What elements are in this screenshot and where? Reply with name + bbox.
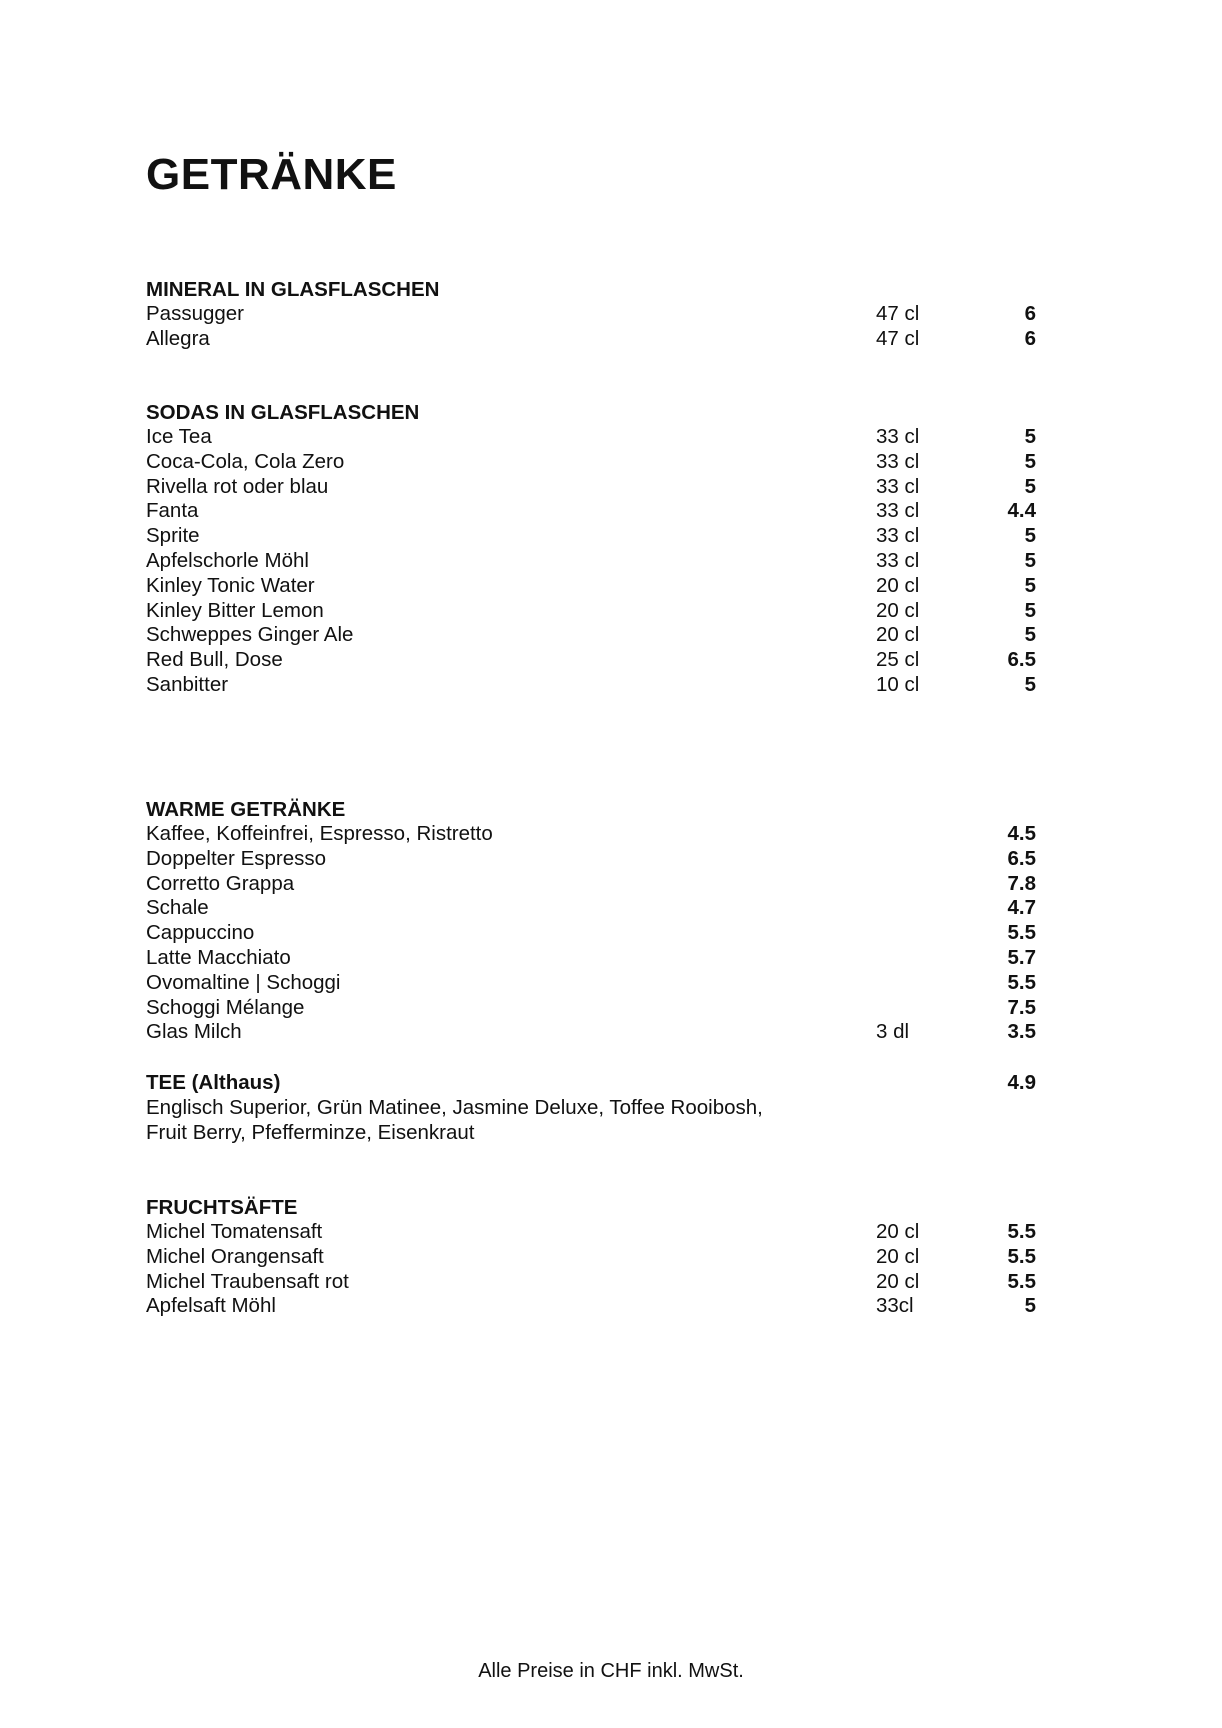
item-name: Michel Orangensaft bbox=[146, 1244, 324, 1268]
item-price: 3.5 bbox=[1007, 1020, 1036, 1044]
item-price: 5 bbox=[1024, 672, 1036, 696]
item-volume: 20 cl bbox=[876, 623, 920, 647]
item-volume: 20 cl bbox=[876, 573, 920, 597]
item-name: Michel Traubensaft rot bbox=[146, 1269, 349, 1293]
item-volume: 33 cl bbox=[876, 548, 920, 572]
item-volume: 33 cl bbox=[876, 425, 920, 448]
section-sodas bbox=[146, 400, 1036, 698]
item-name: Corretto Grappa bbox=[146, 871, 295, 895]
item-name: Apfelschorle Möhl bbox=[146, 548, 309, 572]
item-volume: 47 cl bbox=[876, 326, 920, 350]
item-name: Sanbitter bbox=[146, 672, 229, 696]
item-name: Passugger bbox=[146, 302, 245, 325]
item-price: 6.5 bbox=[1007, 846, 1036, 870]
section-heading: WARME GETRÄNKE bbox=[146, 798, 346, 821]
menu-item bbox=[146, 574, 1036, 599]
item-name: Coca-Cola, Cola Zero bbox=[146, 449, 345, 473]
item-price: 7.8 bbox=[1007, 871, 1036, 895]
menu-item bbox=[146, 302, 1036, 327]
item-name: Schweppes Ginger Ale bbox=[146, 623, 354, 647]
item-volume: 20 cl bbox=[876, 1220, 920, 1243]
item-volume: 10 cl bbox=[876, 672, 920, 696]
menu-item bbox=[146, 1020, 1036, 1045]
menu-item bbox=[146, 946, 1036, 971]
item-price: 5 bbox=[1024, 623, 1036, 647]
item-volume: 25 cl bbox=[876, 648, 920, 672]
item-volume: 33 cl bbox=[876, 524, 920, 548]
tea-varieties-line: Fruit Berry, Pfefferminze, Eisenkraut bbox=[146, 1120, 475, 1144]
item-price: 6 bbox=[1024, 326, 1036, 350]
item-name: Ovomaltine | Schoggi bbox=[146, 970, 341, 994]
item-price: 5 bbox=[1024, 425, 1036, 448]
item-price: 6.5 bbox=[1007, 648, 1036, 672]
item-price: 5 bbox=[1024, 573, 1036, 597]
tea-heading-row bbox=[146, 1071, 1036, 1096]
menu-item bbox=[146, 648, 1036, 673]
item-price: 5 bbox=[1024, 1294, 1036, 1318]
section-heading: MINERAL IN GLASFLASCHEN bbox=[146, 278, 440, 301]
menu-item bbox=[146, 822, 1036, 847]
menu-item bbox=[146, 971, 1036, 996]
item-price: 5 bbox=[1024, 524, 1036, 548]
section-heading: FRUCHTSÄFTE bbox=[146, 1196, 298, 1219]
item-name: Kinley Bitter Lemon bbox=[146, 598, 324, 622]
item-name: Fanta bbox=[146, 499, 199, 523]
menu-item bbox=[146, 599, 1036, 624]
item-price: 4.5 bbox=[1007, 822, 1036, 845]
menu-item bbox=[146, 896, 1036, 921]
item-name: Sprite bbox=[146, 524, 200, 548]
item-price: 4.4 bbox=[1007, 499, 1036, 523]
item-name: Schoggi Mélange bbox=[146, 995, 305, 1019]
item-volume: 20 cl bbox=[876, 598, 920, 622]
menu-item bbox=[146, 549, 1036, 574]
item-volume: 33cl bbox=[876, 1294, 914, 1318]
item-name: Apfelsaft Möhl bbox=[146, 1294, 276, 1318]
item-price: 5.5 bbox=[1007, 921, 1036, 945]
menu-item bbox=[146, 1270, 1036, 1295]
section-heading: SODAS IN GLASFLASCHEN bbox=[146, 401, 420, 424]
menu-item bbox=[146, 327, 1036, 352]
item-name: Latte Macchiato bbox=[146, 945, 291, 969]
menu-item bbox=[146, 425, 1036, 450]
item-volume: 33 cl bbox=[876, 449, 920, 473]
item-volume: 33 cl bbox=[876, 474, 920, 498]
section-tea bbox=[146, 1071, 1036, 1145]
item-volume: 3 dl bbox=[876, 1020, 910, 1044]
item-name: Glas Milch bbox=[146, 1020, 242, 1044]
item-name: Allegra bbox=[146, 326, 210, 350]
item-price: 5 bbox=[1024, 598, 1036, 622]
item-price: 5.5 bbox=[1007, 1269, 1036, 1293]
section-warm bbox=[146, 797, 1036, 1045]
item-price: 5 bbox=[1024, 449, 1036, 473]
item-name: Red Bull, Dose bbox=[146, 648, 283, 672]
item-name: Kinley Tonic Water bbox=[146, 573, 315, 597]
menu-item bbox=[146, 1220, 1036, 1245]
price-note-footer: Alle Preise in CHF inkl. MwSt. bbox=[478, 1660, 744, 1682]
item-price: 5 bbox=[1024, 548, 1036, 572]
item-price: 7.5 bbox=[1007, 995, 1036, 1019]
item-volume: 47 cl bbox=[876, 302, 920, 325]
menu-item bbox=[146, 921, 1036, 946]
item-price: 5.7 bbox=[1007, 945, 1036, 969]
item-name: Cappuccino bbox=[146, 921, 255, 945]
menu-item bbox=[146, 499, 1036, 524]
menu-item bbox=[146, 673, 1036, 698]
section-heading: TEE (Althaus) bbox=[146, 1071, 281, 1094]
menu-item bbox=[146, 1294, 1036, 1319]
item-name: Schale bbox=[146, 896, 209, 920]
item-price: 5.5 bbox=[1007, 1220, 1036, 1243]
item-price: 5 bbox=[1024, 474, 1036, 498]
tea-varieties-line: Englisch Superior, Grün Matinee, Jasmine Deluxe, Toffee Rooibosh, bbox=[146, 1095, 763, 1119]
menu-item bbox=[146, 847, 1036, 872]
menu-item bbox=[146, 475, 1036, 500]
item-price: 5.5 bbox=[1007, 1244, 1036, 1268]
item-volume: 33 cl bbox=[876, 499, 920, 523]
menu-item bbox=[146, 623, 1036, 648]
item-price: 5.5 bbox=[1007, 970, 1036, 994]
page-title: GETRÄNKE bbox=[146, 150, 397, 199]
item-name: Kaffee, Koffeinfrei, Espresso, Ristretto bbox=[146, 822, 493, 845]
item-name: Doppelter Espresso bbox=[146, 846, 327, 870]
menu-item bbox=[146, 524, 1036, 549]
menu-item bbox=[146, 450, 1036, 475]
item-price: 4.9 bbox=[1007, 1071, 1036, 1094]
item-price: 4.7 bbox=[1007, 896, 1036, 920]
item-volume: 20 cl bbox=[876, 1244, 920, 1268]
menu-item bbox=[146, 872, 1036, 897]
item-name: Michel Tomatensaft bbox=[146, 1220, 323, 1243]
menu-item bbox=[146, 1245, 1036, 1270]
item-price: 6 bbox=[1024, 302, 1036, 325]
item-name: Ice Tea bbox=[146, 425, 212, 448]
item-volume: 20 cl bbox=[876, 1269, 920, 1293]
section-juices bbox=[146, 1195, 1036, 1319]
section-mineral bbox=[146, 277, 1036, 352]
menu-item bbox=[146, 996, 1036, 1021]
item-name: Rivella rot oder blau bbox=[146, 474, 329, 498]
